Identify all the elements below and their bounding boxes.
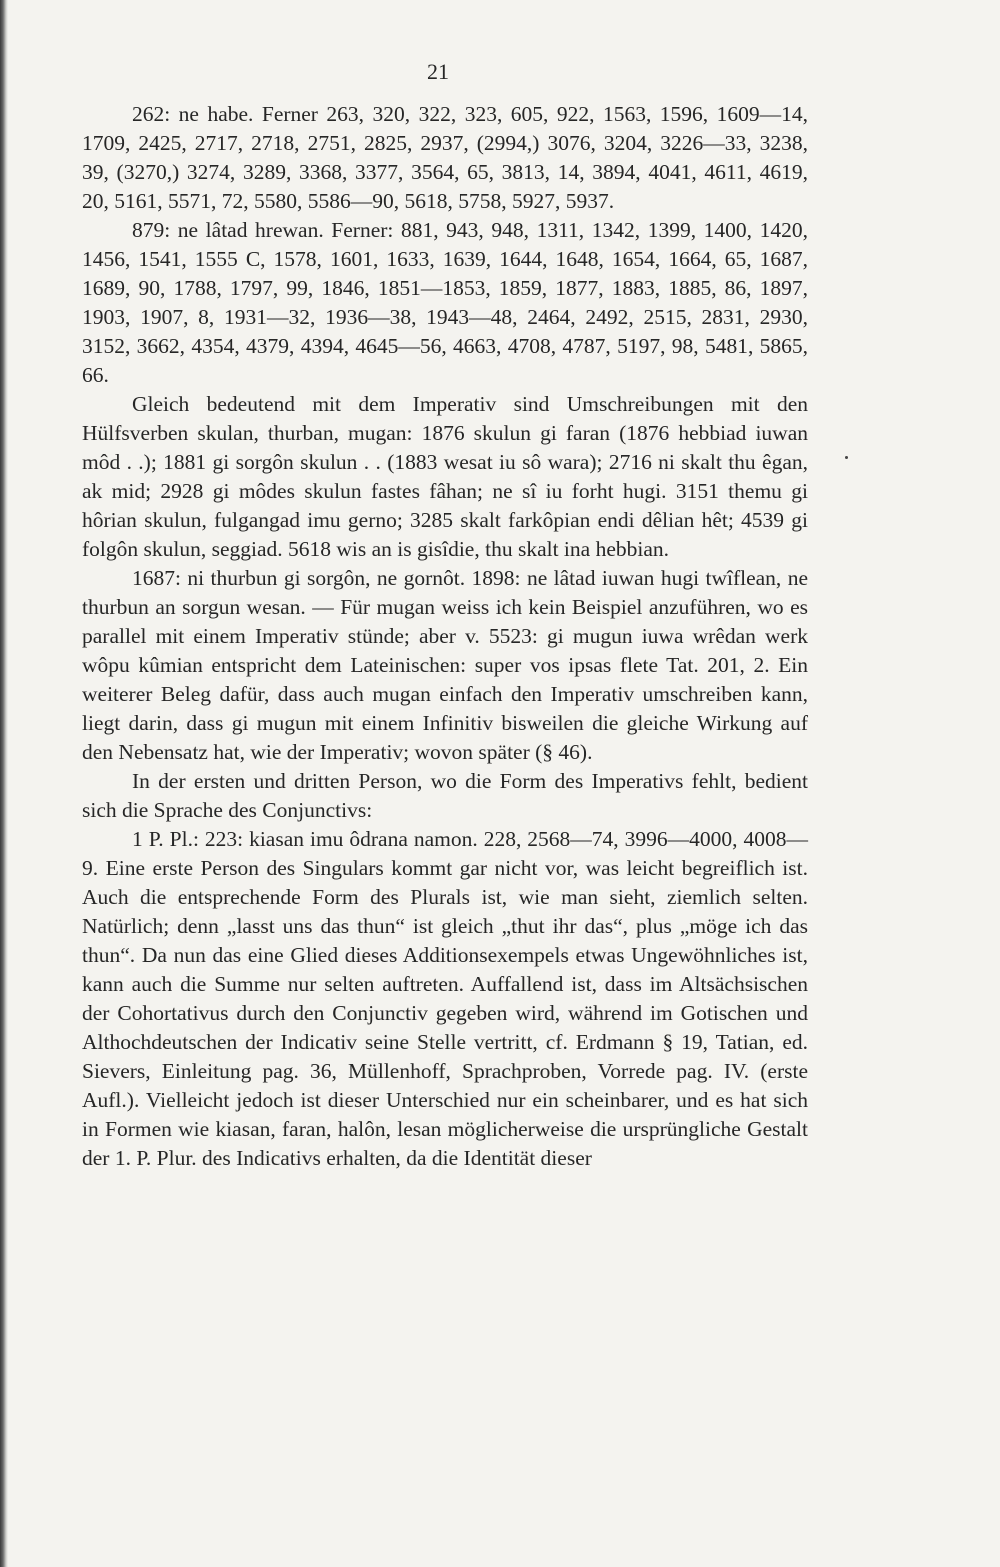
page-number: 21 xyxy=(427,59,449,84)
body-text xyxy=(82,100,808,1173)
paragraph-262: 262: ne habe. Ferner 263, 320, 322, 323, 605, 922, 1563, 1596, 1609—14, 1709, 2425, 2717, 2718, 2751, 2825, 2937, (2994,) 3076, 3204, 3226—33, 3238, 39, (3270,) 3274, 3289, 3368, 3377, 3564, 65, 3813, 14, 3894, 4041, 4611, 4619, 20, 5161, 5571, 72, 5580, 5586—90, 5618, 5758, 5927, 5937. xyxy=(82,102,808,213)
paragraph-erste-dritte-person: In der ersten und dritten Person, wo die Form des Imperativs fehlt, bedient sich die Sprache des Conjunctivs: xyxy=(82,769,808,822)
paragraph-1-p-pl: 1 P. Pl.: 223: kiasan imu ôdrana namon. 228, 2568—74, 3996—4000, 4008—9. Eine erste Person des Singulars kommt gar nicht vor, was leicht begreiflich ist. Auch die entsprechende Form des Plurals ist, wie man sieht, ziemlich selten. Natürlich; denn „lasst uns das thun“ ist gleich „thut ihr das“, plus „möge ich das thun“. Da nun das eine Glied dieses Additionsexempels etwas Ungewöhnliches ist, kann auch die Summe nur selten auftreten. Auffallend ist, dass im Altsächsischen der Cohortativus durch den Conjunctiv gegeben wird, während im Gotischen und Althochdeutschen der Indicativ seine Stelle vertritt, cf. Erdmann § 19, Tatian, ed. Sievers, Einleitung pag. 36, Müllenhoff, Sprachproben, Vorrede pag. IV. (erste Aufl.). Vielleicht jedoch ist dieser Unterschied nur ein scheinbarer, und es hat sich in Formen wie kiasan, faran, halôn, lesan möglicherweise die ursprüngliche Gestalt der 1. P. Plur. des Indicativs erhalten, da die Identität dieser xyxy=(82,827,808,1170)
paragraph-umschreibungen: Gleich bedeutend mit dem Imperativ sind Umschreibungen mit den Hülfsverben skulan, thurban, mugan: 1876 skulun gi faran (1876 hebbiad iuwan môd . .); 1881 gi sorgôn skulun . . (1883 wesat iu sô wara); 2716 ni skalt thu êgan, ak mid; 2928 gi môdes skulun fastes fâhan; ne sî iu forht hugi. 3151 themu gi hôrian skulun, fulgangad imu gerno; 3285 skalt farkôpian endi dêlian hêt; 4539 gi folgôn skulun, seggiad. 5618 wis an is gisîdie, thu skalt ina hebbian. xyxy=(82,392,808,561)
page-edge-shadow xyxy=(0,0,8,1567)
ink-speck xyxy=(845,456,848,459)
paragraph-1687: 1687: ni thurbun gi sorgôn, ne gornôt. 1898: ne lâtad iuwan hugi twîflean, ne thurbun an sorgun wesan. — Für mugan weiss ich kein Beispiel anzuführen, wo es parallel mit einem Imperativ stünde; aber v. 5523: gi mugun iuwa wrêdan werk wôpu kûmian entspricht dem Lateinischen: super vos ipsas flete Tat. 201, 2. Ein weiterer Beleg dafür, dass auch mugan einfach den Imperativ umschreiben kann, liegt darin, dass gi mugun mit einem Infinitiv bisweilen die gleiche Wirkung auf den Nebensatz hat, wie der Imperativ; wovon später (§ 46). xyxy=(82,566,808,764)
paragraph-879: 879: ne lâtad hrewan. Ferner: 881, 943, 948, 1311, 1342, 1399, 1400, 1420, 1456, 1541, 1555 C, 1578, 1601, 1633, 1639, 1644, 1648, 1654, 1664, 65, 1687, 1689, 90, 1788, 1797, 99, 1846, 1851—1853, 1859, 1877, 1883, 1885, 86, 1897, 1903, 1907, 8, 1931—32, 1936—38, 1943—48, 2464, 2492, 2515, 2831, 2930, 3152, 3662, 4354, 4379, 4394, 4645—56, 4663, 4708, 4787, 5197, 98, 5481, 5865, 66. xyxy=(82,218,808,387)
